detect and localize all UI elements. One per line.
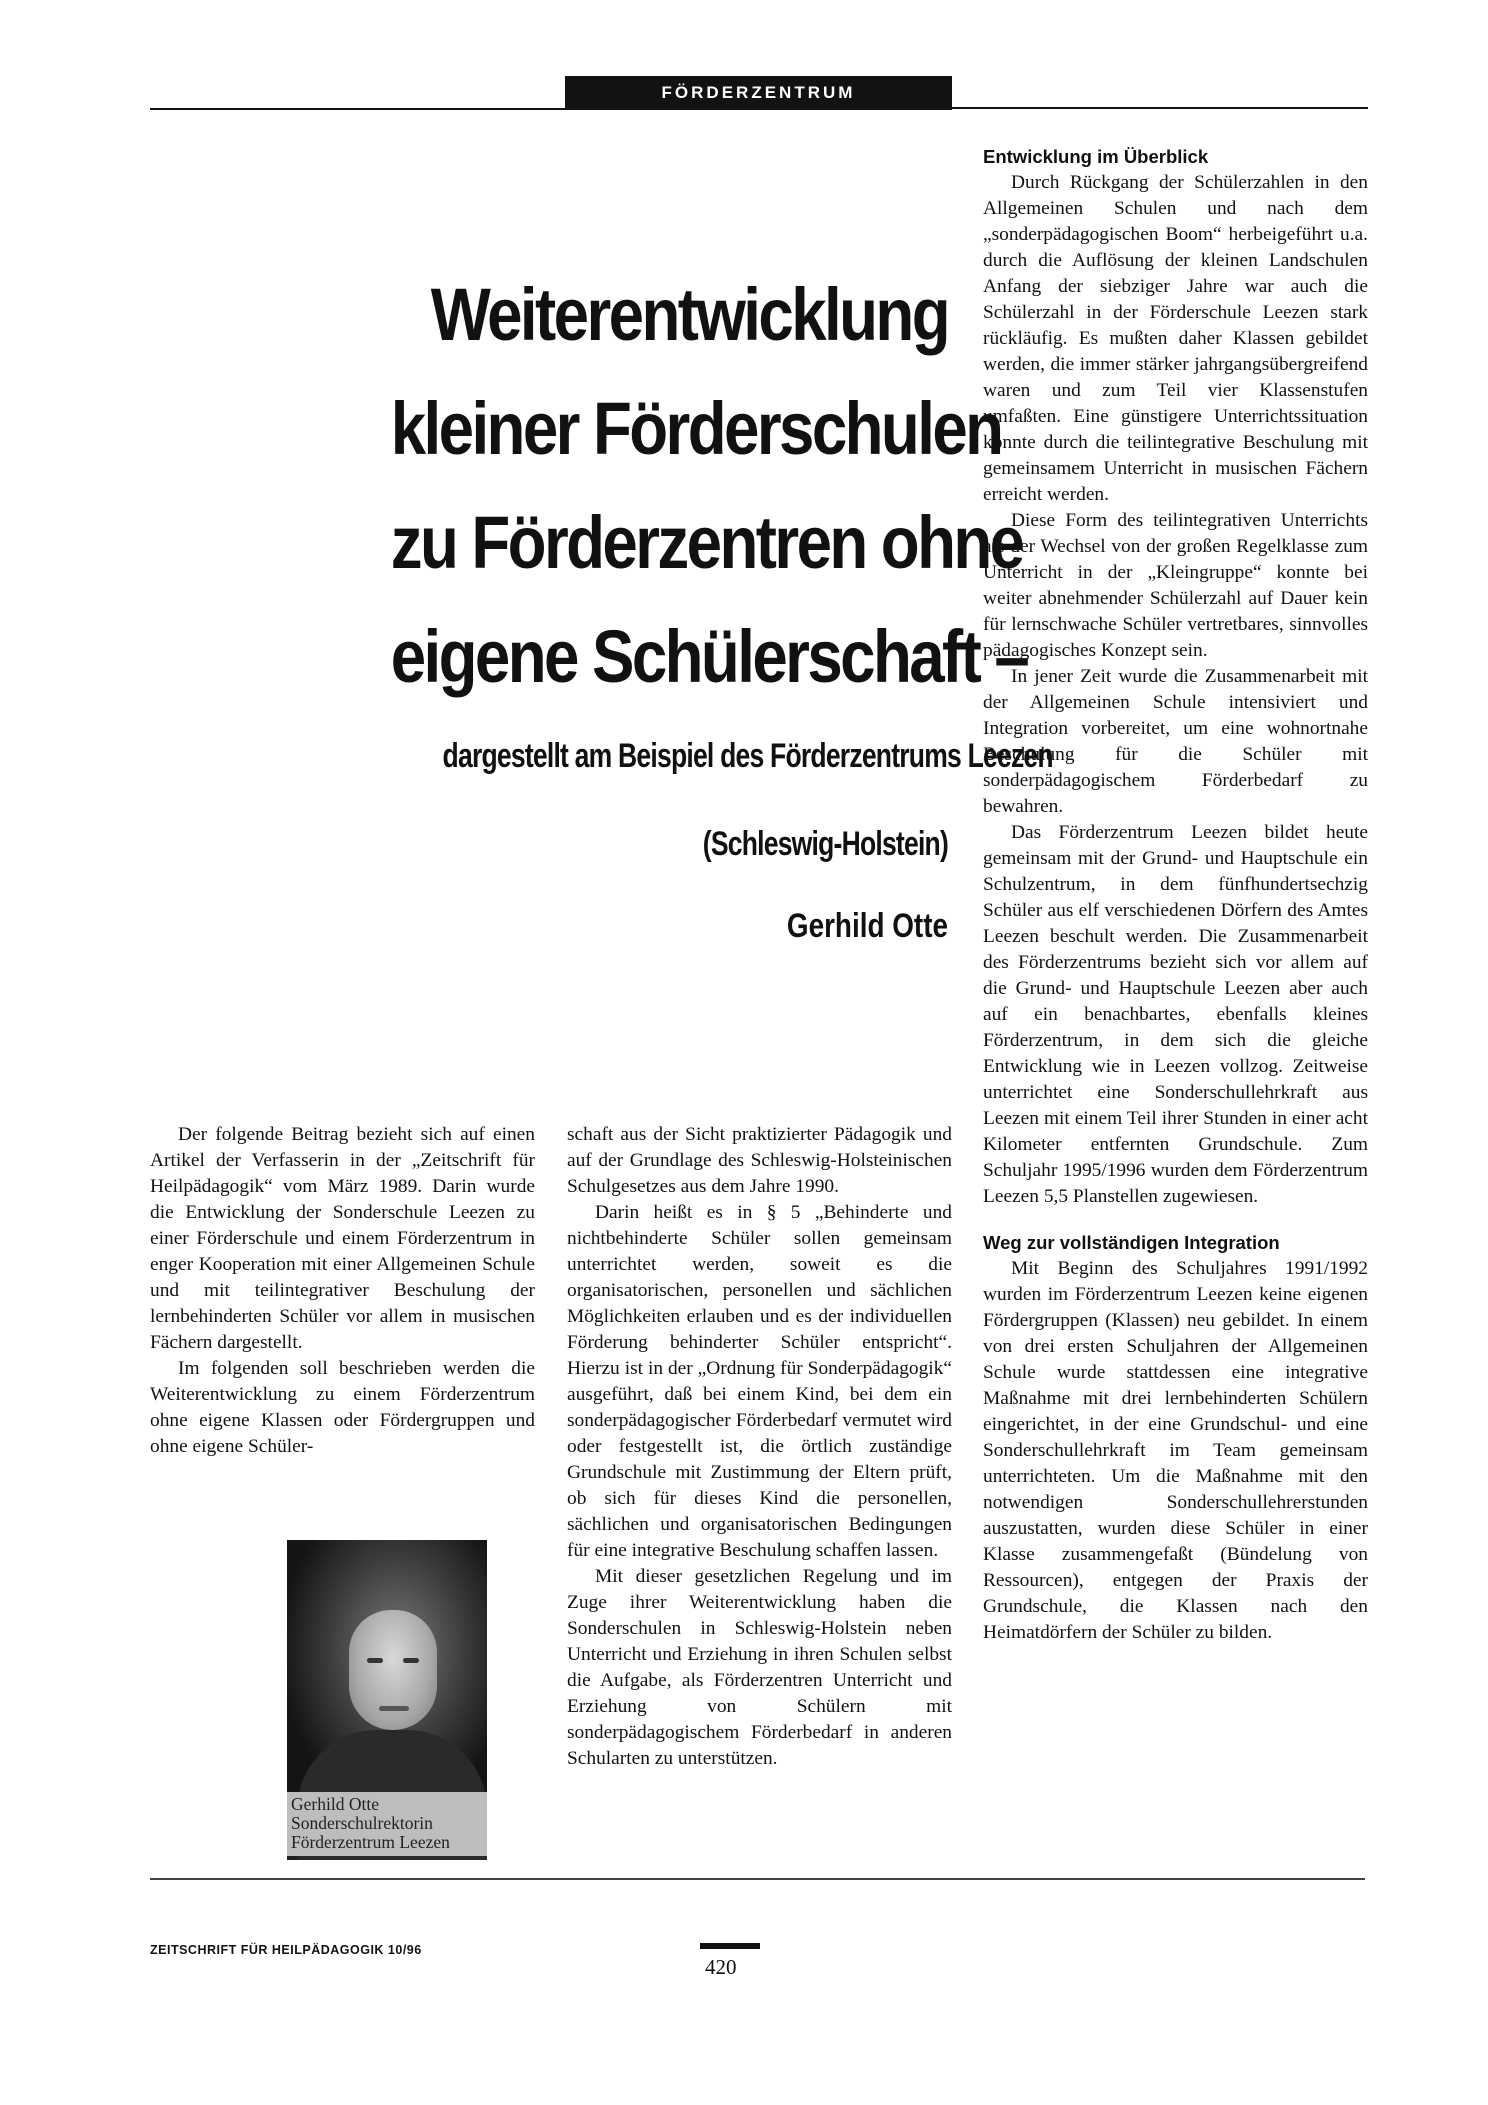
section-header: FÖRDERZENTRUM [565,76,952,110]
paragraph: Durch Rückgang der Schülerzahlen in den Allgemeinen Schulen und nach dem „sonderpädagogischen Boom“ herbeigeführt u.a. durch die Auflösung der kleinen Landschulen Anfang der siebziger Jahre war auch die Schülerzahl in der Förderschule Leezen stark rückläufig. Es mußten daher Klassen gebildet werden, die immer stärker jahrgangsübergreifend waren und zum Teil vier Klassenstufen umfaßten. Eine günstigere Unterrichtssituation konnte durch die teilintegrative Beschulung mit gemeinsamem Unterricht in musischen Fächern erreicht werden. [983,172,1368,505]
section-heading: Weg zur vollständigen Integration [983,1232,1280,1253]
header-rule-right [950,107,1368,109]
paragraph: Das Förderzentrum Leezen bildet heute gemeinsam mit der Grund- und Hauptschule ein Schulzentrum, in dem fünfhundertsechzig Schüler aus elf verschiedenen Dörfern des Amtes Leezen beschult werden. Die Zusammenarbeit des Förderzentrums bezieht sich vor allem auf die Grund- und Hauptschule Leezen aber auch auf ein benachbartes, ebenfalls kleines Förderzentrum, in dem sich die gleiche Entwicklung wie in Leezen vollzog. Zeitweise unterrichtet eine Sonderschullehrkraft aus Leezen mit einem Teil ihrer Stunden in einer acht Kilometer entfernten Grundschule. Zum Schuljahr 1995/1996 wurden dem Förderzentrum Leezen 5,5 Planstellen zugewiesen. [983,822,1368,1207]
paragraph: Der folgende Beitrag bezieht sich auf einen Artikel der Verfasserin in der „Zeitschrift für Heilpädagogik“ vom März 1989. Darin wurde die Entwicklung der Sonderschule Leezen zu einer Förderschule und einem Förderzentrum in enger Kooperation mit einer Allgemeinen Schule und mit teilintegrativer Beschulung der lernbehinderten Schüler vor allem in musischen Fächern dargestellt. [150,1124,535,1353]
paragraph: Mit Beginn des Schuljahres 1991/1992 wurden im Förderzentrum Leezen keine eigenen Fördergruppen (Klassen) neu gebildet. In einem von drei ersten Schuljahren der Allgemeinen Schule wurde stattdessen eine integrative Maßnahme mit drei lernbehinderten Schülern eingerichtet, in der eine Grundschul- und eine Sonderschullehrkraft im Team gemeinsam unterrichteten. Um die Maßnahme mit den notwendigen Sonderschullehrerstunden auszustatten, wurden diese Schüler in einer Klasse zusammengefaßt (Bündelung von Ressourcen), entgegen der Praxis der Grundschule, die Klassen nach den Heimatdörfern der Schüler zu bilden. [983,1258,1368,1643]
paragraph: Mit dieser gesetzlichen Regelung und im Zuge ihrer Weiterentwicklung haben die Sonderschulen in Schleswig-Holstein neben Unterricht und Erziehung in ihren Schulen selbst die Aufgabe, als Förderzentren Unterricht und Erziehung von Schülern mit sonderpädagogischem Förderbedarf in anderen Schularten zu unterstützen. [567,1566,952,1769]
caption-line-2: Sonderschulrektorin [291,1813,433,1833]
journal-name: ZEITSCHRIFT FÜR HEILPÄDAGOGIK 10/96 [150,1943,422,1957]
column-1 [150,1122,535,1460]
paragraph: In jener Zeit wurde die Zusammenarbeit mit der Allgemeinen Schule intensiviert und Integration vorbereitet, um eine wohnortnahe Beschulung für die Schüler mit sonderpädagogischem Förderbedarf zu bewahren. [983,666,1368,817]
caption-line-3: Förderzentrum Leezen [291,1832,450,1852]
column-2 [567,1122,952,1772]
page-number-bar [700,1943,760,1949]
column-3 [983,144,1368,1646]
section-heading: Entwicklung im Überblick [983,146,1209,167]
subtitle-line-1: dargestellt am Beispiel des Förderzentrums Leezen [442,737,1053,775]
paragraph: schaft aus der Sicht praktizierter Pädagogik und auf der Grundlage des Schleswig-Holsteinischen Schulgesetzes aus dem Jahre 1990. [567,1124,952,1197]
page-number: 420 [705,1955,737,1979]
footer-rule [150,1878,1365,1880]
title-line-1: Weiterentwicklung [430,273,948,356]
title-line-4: eigene Schülerschaft – [390,615,1028,698]
header-rule-left [150,108,567,110]
paragraph: Darin heißt es in § 5 „Behinderte und nichtbehinderte Schüler sollen gemeinsam unterrichtet werden, soweit es die organisatorischen, personellen und sächlichen Möglichkeiten erlauben und es der individuellen Förderung behinderter Schüler entspricht“. Hierzu ist in der „Ordnung für Sonderpädagogik“ ausgeführt, daß bei einem Kind, bei dem ein sonderpädagogischer Förderbedarf vermutet wird oder festgestellt ist, die örtlich zuständige Grundschule mit Zustimmung der Eltern prüft, ob sich für dieses Kind die personellen, sächlichen und organisatorischen Bedingungen für eine integrative Beschulung schaffen lassen. [567,1202,952,1561]
author-name: Gerhild Otte [786,907,948,945]
caption-line-1: Gerhild Otte [291,1794,379,1814]
paragraph: Diese Form des teilintegrativen Unterrichts als der Wechsel von der großen Regelklasse zum Unterricht in der „Kleingruppe“ konnte bei weiter abnehmender Schülerzahl auf Dauer kein für lernschwache Schüler vertretbares, sinnvolles pädagogisches Konzept sein. [983,510,1368,661]
subtitle-line-2: (Schleswig-Holstein) [702,825,948,863]
paragraph: Im folgenden soll beschrieben werden die Weiterentwicklung zu einem Förderzentrum ohne eigene Klassen oder Fördergruppen und ohne eigene Schüler- [150,1358,535,1457]
title-line-2: kleiner Förderschulen [390,387,1002,470]
photo-caption [287,1792,487,1856]
article-title [390,258,1028,714]
title-line-3: zu Förderzentren ohne [390,501,1023,584]
